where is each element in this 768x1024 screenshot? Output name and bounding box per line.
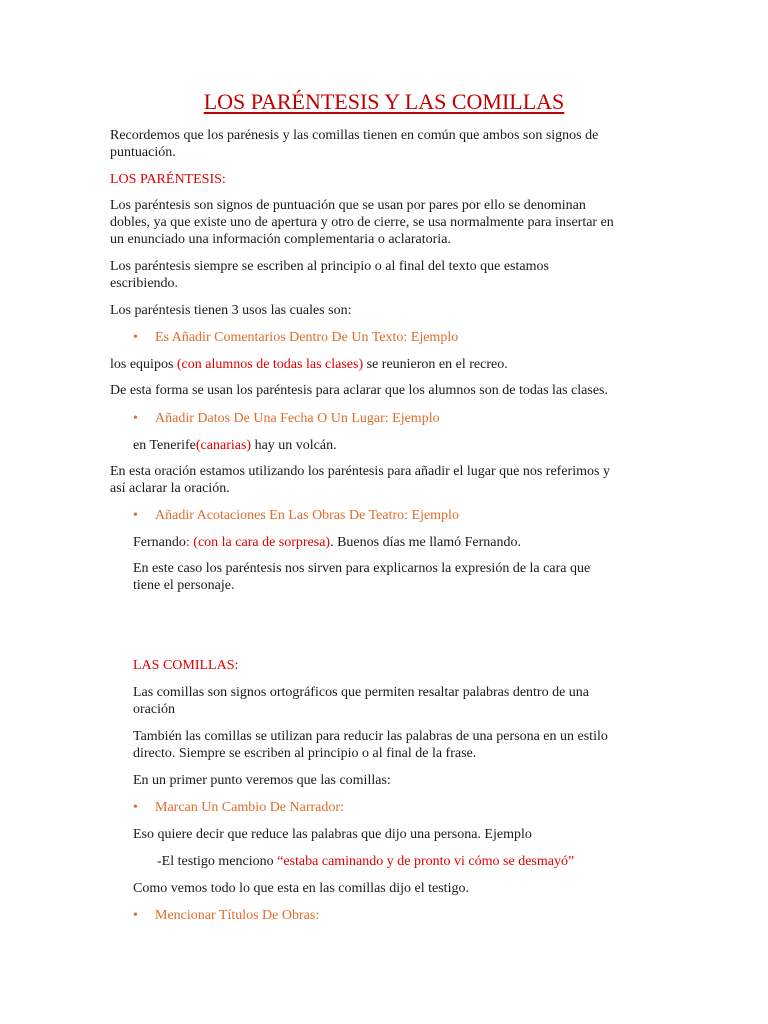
parentesis-bullet-1: [133, 329, 458, 346]
comillas-def-line-1: Las comillas son signos ortográficos que permiten resaltar palabras dentro de una: [133, 685, 590, 700]
comillas-explain-1: Eso quiere decir que reduce las palabras que dijo una persona. Ejemplo: [133, 827, 532, 842]
parentesis-bullet-2: [133, 410, 440, 427]
bullet-label: Es Añadir Comentarios Dentro De Un Texto: Ejemplo: [155, 330, 459, 345]
parentesis-example-2: [133, 437, 337, 454]
parentesis-pos-line-1: Los paréntesis siempre se escriben al principio o al final del texto que estamos: [110, 259, 549, 274]
example-text: Fernando: [133, 535, 186, 550]
example-text: . Buenos días me llamó Fernando.: [330, 535, 522, 550]
example-highlight: (canarias): [195, 438, 252, 453]
page-title: LOS PARÉNTESIS Y LAS COMILLAS: [203, 89, 565, 114]
example-highlight: : (con la cara de sorpresa): [185, 535, 331, 550]
parentesis-example-3-explain-2: tiene el personaje.: [133, 578, 235, 593]
bullet-label: Añadir Acotaciones En Las Obras De Teatro: Ejemplo: [155, 508, 459, 523]
parentesis-bullet-3: [133, 507, 459, 524]
parentesis-def-line-1: Los paréntesis son signos de puntuación que se usan por pares por ello se denominan: [110, 198, 586, 213]
parentesis-example-3-explain-1: En este caso los paréntesis nos sirven para explicarnos la expresión de la cara que: [133, 561, 591, 576]
parentesis-def-line-3: un enunciado una información complementaria o aclaratoria.: [110, 232, 451, 247]
example-highlight: “estaba caminando y de pronto vi cómo se desmayó”: [277, 854, 575, 869]
intro-line-2: puntuación.: [110, 145, 176, 160]
parentesis-pos-line-2: escribiendo.: [110, 276, 179, 291]
comillas-use-line-2: directo. Siempre se escriben al principio o al final de la frase.: [133, 746, 477, 761]
parentesis-heading: LOS PARÉNTESIS:: [110, 172, 226, 187]
example-text: los equipos: [110, 357, 177, 372]
example-text: -El testigo menciono: [157, 854, 278, 869]
parentesis-example-3: [133, 534, 521, 551]
bullet-glyph: •: [133, 411, 138, 426]
example-text: se reunieron en el recreo.: [363, 357, 508, 372]
comillas-use-line-1: También las comillas se utilizan para reducir las palabras de una persona en un estilo: [133, 729, 608, 744]
bullet-label: Añadir Datos De Una Fecha O Un Lugar: Ejemplo: [155, 411, 440, 426]
bullet-glyph: •: [133, 508, 138, 523]
comillas-explain-2: Como vemos todo lo que esta en las comillas dijo el testigo.: [133, 881, 469, 896]
parentesis-example-1-explain: De esta forma se usan los paréntesis para aclarar que los alumnos son de todas las clases.: [110, 383, 609, 398]
bullet-label: Mencionar Títulos De Obras:: [155, 908, 320, 923]
comillas-heading: LAS COMILLAS:: [133, 658, 239, 673]
bullet-label: Marcan Un Cambio De Narrador:: [155, 800, 344, 815]
comillas-bullet-2: [133, 907, 319, 924]
example-highlight: (con alumnos de todas las clases): [176, 357, 364, 372]
comillas-first-point: En un primer punto veremos que las comillas:: [133, 773, 391, 788]
parentesis-uses-intro: Los paréntesis tienen 3 usos las cuales son:: [110, 303, 352, 318]
parentesis-example-1: [110, 356, 508, 373]
parentesis-example-2-explain-2: así aclarar la oración.: [110, 481, 230, 496]
bullet-glyph: •: [133, 330, 138, 345]
comillas-def-line-2: oración: [133, 702, 175, 717]
parentesis-def-line-2: dobles, ya que existe uno de apertura y otro de cierre, se usa normalmente para insertar en: [110, 215, 614, 230]
intro-line-1: Recordemos que los parénesis y las comillas tienen en común que ambos son signos de: [110, 128, 599, 143]
comillas-bullet-1: [133, 799, 344, 816]
example-text: en Tenerife: [133, 438, 196, 453]
parentesis-example-2-explain-1: En esta oración estamos utilizando los paréntesis para añadir el lugar que nos referimos y: [110, 464, 610, 479]
bullet-glyph: •: [133, 908, 138, 923]
comillas-example-1: [157, 853, 574, 870]
example-text: hay un volcán.: [251, 438, 337, 453]
bullet-glyph: •: [133, 800, 138, 815]
